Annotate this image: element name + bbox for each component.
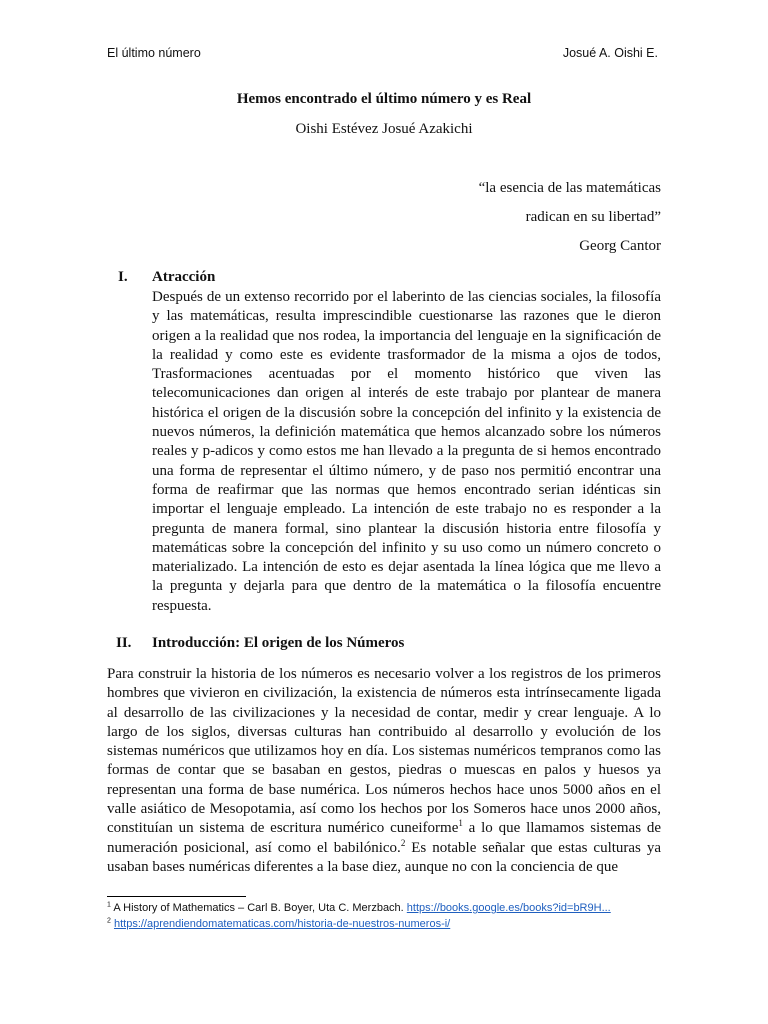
section-2-heading: Introducción: El origen de los Números xyxy=(152,635,405,651)
footnote-2 xyxy=(107,918,450,930)
epigraph-line-2: radican en su libertad” xyxy=(525,209,661,225)
author-name: Oishi Estévez Josué Azakichi xyxy=(295,121,473,137)
epigraph-attribution: Georg Cantor xyxy=(579,238,661,254)
section-1-heading: Atracción xyxy=(152,269,216,285)
section-2-text-part-3: Es notable señalar que estas culturas ya usaban bases numéricas diferentes a la base diez, aunque no con la conciencia de que xyxy=(107,839,661,875)
footnote-ref-1[interactable]: 1 xyxy=(458,818,463,829)
section-1-paragraph: Después de un extenso recorrido por el laberinto de las ciencias sociales, la filosofía y las matemáticas, resulta imprescindible cuestionarse las razones que le dieron origen a la realidad que nos rodea, la importancia del lenguaje en la significación de la realidad y como este es evidente trasformador de la misma a ojos de todos, Trasformaciones acentuadas por el momento histórico que viven las telecomunicaciones dan origen al interés de este trabajo por plantear de manera histórica el origen de la discusión sobre la concepción del infinito y la existencia de nuevos números, la definición matemática que hemos alcanzado sobre los números reales y p-adicos y como estos me han llevado a la pregunta de si hemos encontrado una forma de representar el último número, y de paso nos permitió encontrar una forma de reafirmar que las normas que hemos encontrado serian idénticas sin importar el lenguaje empleado. La intención de este trabajo no es responder a la pregunta de manera formal, sino plantear la discusión historia entre filosofía y matemáticas sobre la concepción del infinito y su uso como un número concreto o materializado. La intención de esto es dejar asentada la línea lógica que me llevo a la pregunta y dejarla para que dentro de la matemática o la filosofía encuentre respuesta. xyxy=(152,289,661,614)
section-2-number: II. xyxy=(116,635,132,651)
header-author: Josué A. Oishi E. xyxy=(562,46,658,60)
header-document-title: El último número xyxy=(107,46,201,60)
page-title: Hemos encontrado el último número y es Real xyxy=(236,91,532,107)
footnote-1 xyxy=(107,902,611,914)
footnote-2-marker: 2 xyxy=(107,917,111,925)
footnote-separator xyxy=(107,896,246,897)
section-2-paragraph xyxy=(107,665,661,877)
footnote-ref-2[interactable]: 2 xyxy=(400,837,406,848)
section-2-text-part-2: a lo que llamamos sistemas de numeración posicional, así como el babilónico. xyxy=(107,820,661,856)
footnote-1-marker: 1 xyxy=(107,901,111,909)
footnote-1-link[interactable]: https://books.google.es/books?id=bR9H... xyxy=(406,902,611,914)
epigraph-line-1: “la esencia de las matemáticas xyxy=(478,180,661,196)
section-1-number: I. xyxy=(118,269,128,285)
running-header xyxy=(107,46,658,64)
footnote-1-text: A History of Mathematics – Carl B. Boyer, Uta C. Merzbach. xyxy=(110,902,407,914)
footnote-2-link[interactable]: https://aprendiendomatematicas.com/historia-de-nuestros-numeros-i/ xyxy=(113,918,451,930)
section-2-text-part-1: Para construir la historia de los números es necesario volver a los registros de los primeros hombres que vivieron en civilización, la existencia de números esta intrínsecamente ligada al desarrollo de las civilizaciones y la necesidad de contar, medir y crear lenguaje. A lo largo de los siglos, diversas culturas han contribuido al desarrollo y evolución de los sistemas numéricos que utilizamos hoy en día. Los sistemas numéricos tempranos como las formas de contar que se basaban en gestos, piedras o muescas en palos y huesos ya representan una forma de base numérica. Los números hechos hace unos 5000 años en el valle asiático de Mesopotamia, así como los hechos por los Someros hace unos 2000 años, constituían un sistema de escritura numérico cuneiforme xyxy=(107,666,661,837)
